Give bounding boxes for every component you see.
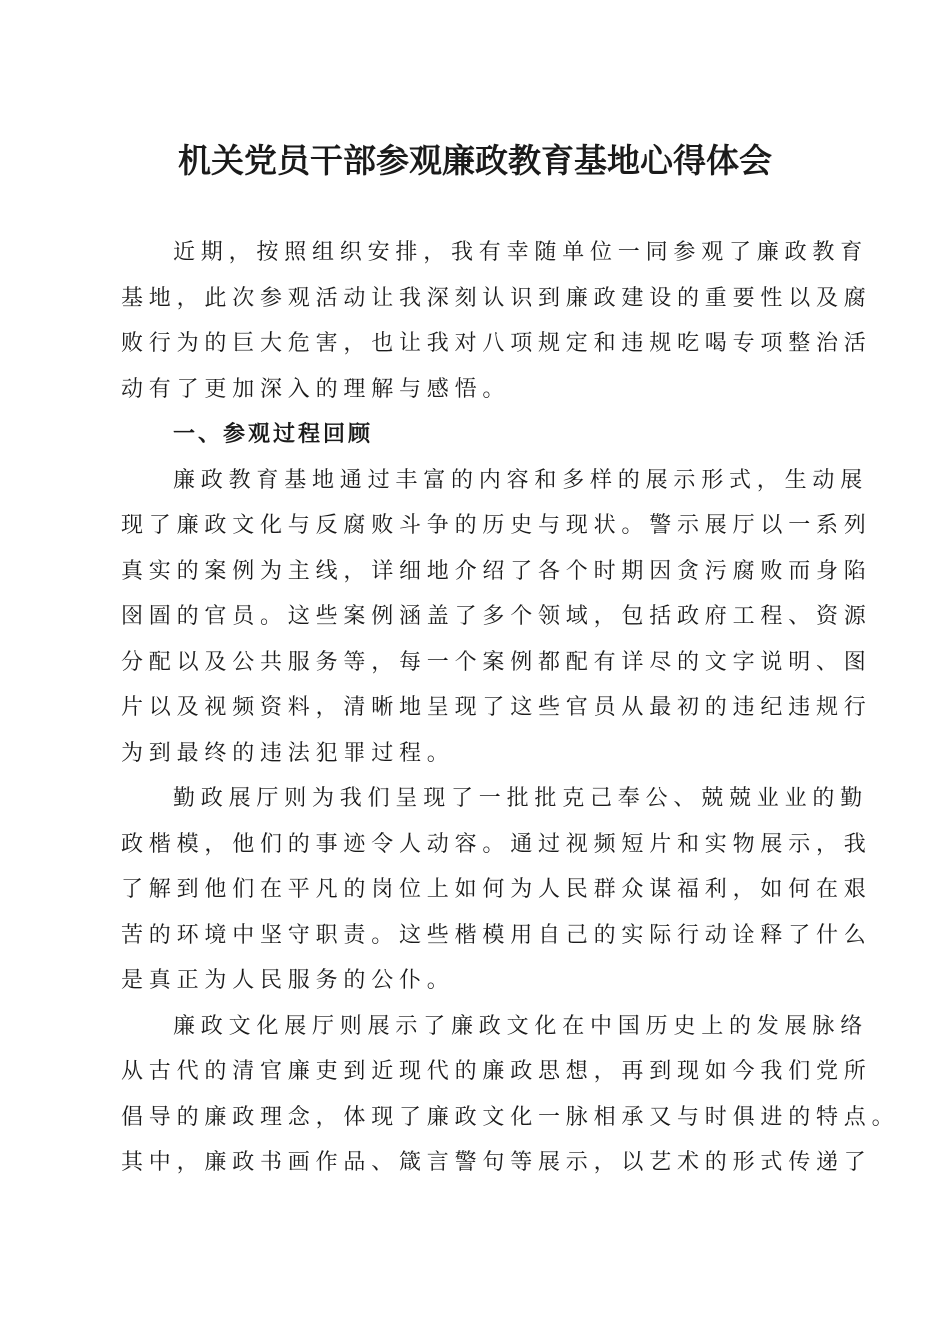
paragraph-line: 片以及视频资料，清晰地呈现了这些官员从最初的违纪违规行: [121, 695, 872, 720]
paragraph-line: 动有了更加深入的理解与感悟。: [121, 376, 511, 402]
document-body: [121, 230, 900, 1186]
document-title: 机关党员干部参观廉政教育基地心得体会: [178, 141, 772, 180]
paragraph-line: 苦的环境中坚守职责。这些楷模用自己的实际行动诠释了什么: [121, 922, 872, 948]
paragraph-line: 政楷模，他们的事迹令人动容。通过视频短片和实物展示，我: [121, 831, 872, 857]
paragraph-line: 其中，廉政书画作品、箴言警句等展示，以艺术的形式传递了: [121, 1150, 872, 1175]
paragraph-line: 廉政教育基地通过丰富的内容和多样的展示形式，生动展: [173, 467, 869, 493]
paragraph-line: 真实的案例为主线，详细地介绍了各个时期因贪污腐败而身陷: [121, 558, 872, 584]
paragraph-line: 为到最终的违法犯罪过程。: [121, 740, 455, 766]
paragraph-line: 现了廉政文化与反腐败斗争的历史与现状。警示展厅以一系列: [121, 513, 872, 538]
paragraph-line: 了解到他们在平凡的岗位上如何为人民群众谋福利，如何在艰: [121, 877, 872, 902]
paragraph-line: 从古代的清官廉吏到近现代的廉政思想，再到现如今我们党所: [121, 1059, 872, 1084]
paragraph-line: 分配以及公共服务等，每一个案例都配有详尽的文字说明、图: [121, 649, 872, 675]
paragraph-line: 基地，此次参观活动让我深刻认识到廉政建设的重要性以及腐: [121, 285, 872, 311]
paragraph-line: 勤政展厅则为我们呈现了一批批克己奉公、兢兢业业的勤: [173, 786, 869, 811]
paragraph-line: 倡导的廉政理念，体现了廉政文化一脉相承又与时俱进的特点。: [121, 1104, 900, 1130]
paragraph-line: 囹圄的官员。这些案例涵盖了多个领域，包括政府工程、资源: [121, 604, 872, 629]
paragraph-line: 败行为的巨大危害，也让我对八项规定和违规吃喝专项整治活: [121, 331, 872, 356]
paragraph-line: 是真正为人民服务的公仆。: [121, 968, 455, 993]
section-heading: 一、参观过程回顾: [173, 422, 374, 447]
paragraph-line: 近期，按照组织安排，我有幸随单位一同参观了廉政教育: [173, 240, 869, 265]
paragraph-line: 廉政文化展厅则展示了廉政文化在中国历史上的发展脉络: [173, 1013, 869, 1039]
